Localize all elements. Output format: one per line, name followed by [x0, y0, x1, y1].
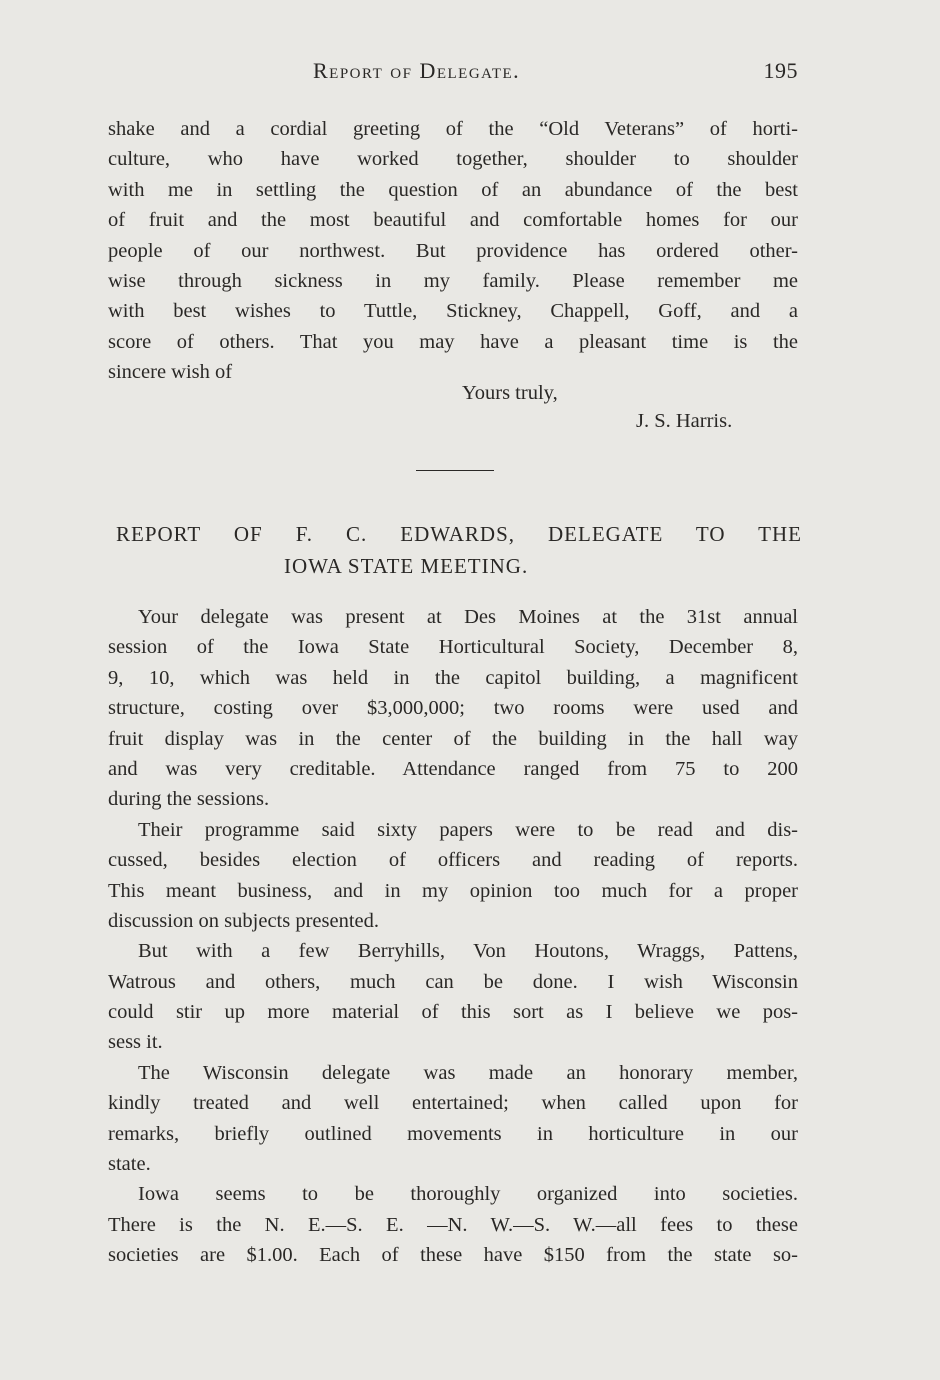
text-line: could stir up more material of this sort as I believe we pos-	[108, 1001, 798, 1024]
letter-salutation: Yours truly,	[462, 382, 558, 404]
section-divider	[416, 470, 494, 471]
text-line: kindly treated and well entertained; when called upon for	[108, 1092, 798, 1115]
paragraph	[108, 1179, 798, 1270]
text-line: structure, costing over $3,000,000; two rooms were used and	[108, 697, 798, 720]
text-line: Their programme said sixty papers were to be read and dis-	[138, 818, 798, 841]
paragraph	[108, 936, 798, 1058]
text-line: Watrous and others, much can be done. I wish Wisconsin	[108, 970, 798, 993]
paragraph	[108, 602, 798, 815]
text-line: wise through sickness in my family. Please remember me	[108, 269, 798, 292]
text-line: Your delegate was present at Des Moines at the 31st annual	[138, 606, 798, 628]
paragraph	[108, 1058, 798, 1180]
text-line: Iowa seems to be thoroughly organized into societies.	[138, 1183, 798, 1206]
text-line: with me in settling the question of an abundance of the best	[108, 178, 798, 201]
running-title: Report of Delegate.	[313, 58, 521, 83]
text-line: shake and a cordial greeting of the “Old Veterans” of horti-	[108, 118, 798, 140]
letter-text	[108, 114, 798, 388]
section-heading-line: REPORT OF F. C. EDWARDS, DELEGATE TO THE	[116, 522, 802, 546]
text-line: culture, who have worked together, shoulder to shoulder	[108, 148, 798, 171]
text-line: session of the Iowa State Horticultural Society, December 8,	[108, 636, 798, 659]
text-line: people of our northwest. But providence has ordered other-	[108, 239, 798, 262]
text-line: sess it.	[108, 1031, 163, 1054]
text-line: cussed, besides election of officers and reading of reports.	[108, 849, 798, 872]
text-line: This meant business, and in my opinion too much for a proper	[108, 879, 798, 902]
text-line: But with a few Berryhills, Von Houtons, Wraggs, Pattens,	[138, 940, 798, 963]
text-line: sincere wish of	[108, 361, 233, 384]
text-line: score of others. That you may have a pleasant time is the	[108, 330, 798, 353]
section-heading-line: IOWA STATE MEETING.	[284, 554, 529, 578]
page-number: 195	[763, 58, 798, 83]
paragraph	[108, 815, 798, 937]
text-line: state.	[108, 1153, 151, 1176]
text-line: The Wisconsin delegate was made an honorary member,	[138, 1061, 798, 1084]
text-line: of fruit and the most beautiful and comfortable homes for our	[108, 209, 798, 232]
text-line: There is the N. E.—S. E. —N. W.—S. W.—all fees to these	[108, 1213, 798, 1236]
text-line: with best wishes to Tuttle, Stickney, Chappell, Goff, and a	[108, 300, 798, 323]
text-line: discussion on subjects presented.	[108, 909, 380, 932]
letter-signature: J. S. Harris.	[636, 410, 733, 432]
text-line: during the sessions.	[108, 788, 270, 811]
text-line: fruit display was in the center of the building in the hall way	[108, 727, 798, 750]
section-heading	[116, 518, 802, 582]
report-body	[108, 602, 798, 1271]
text-line: societies are $1.00. Each of these have $150 from the state so-	[108, 1244, 798, 1267]
text-line: 9, 10, which was held in the capitol building, a magnificent	[108, 666, 798, 689]
text-line: remarks, briefly outlined movements in horticulture in our	[108, 1122, 798, 1145]
text-line: and was very creditable. Attendance ranged from 75 to 200	[108, 757, 798, 780]
